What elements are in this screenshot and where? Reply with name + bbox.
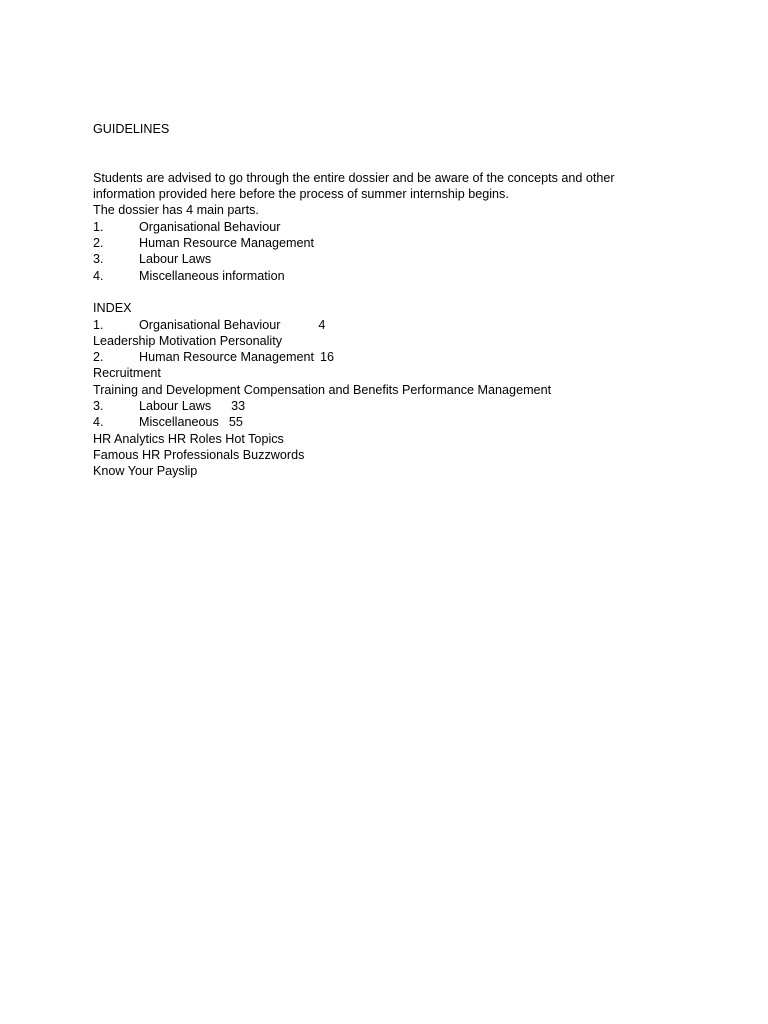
- index-entry-page: 55: [228, 415, 243, 430]
- guidelines-heading: GUIDELINES: [93, 122, 170, 136]
- index-entry: [93, 317, 693, 333]
- index-entry-label: Labour Laws: [139, 399, 212, 414]
- part-item: [93, 235, 693, 251]
- part-number: 2.: [93, 236, 104, 251]
- index-entry-label: Organisational Behaviour: [139, 317, 281, 332]
- index-subtopics: Recruitment: [93, 366, 161, 381]
- index-entry-label: Miscellaneous: [139, 415, 219, 430]
- index-entry-number: 2.: [93, 350, 104, 365]
- index-subtopics: Training and Development Compensation and Benefits Performance Management: [93, 382, 552, 397]
- index-entry-number: 3.: [93, 399, 104, 414]
- index-title: INDEX: [93, 301, 132, 316]
- index-entry-page: 4: [318, 317, 326, 332]
- spacer: [93, 154, 693, 170]
- part-item: [93, 219, 693, 235]
- index-entry: [93, 414, 693, 430]
- part-label: Labour Laws: [139, 252, 212, 267]
- part-item: [93, 251, 693, 267]
- index-subtopics: Know Your Payslip: [93, 464, 198, 479]
- index-subtopics: Famous HR Professionals Buzzwords: [93, 447, 305, 462]
- part-label: Miscellaneous information: [139, 268, 285, 283]
- part-label: Organisational Behaviour: [139, 219, 281, 234]
- document-content: [93, 121, 693, 480]
- index-entry-number: 4.: [93, 415, 104, 430]
- part-number: 1.: [93, 219, 104, 234]
- index-entry-page: 16: [320, 350, 335, 365]
- spacer: [93, 284, 693, 300]
- intro-line-2: information provided here before the process of summer internship begins.: [93, 187, 509, 202]
- part-number: 4.: [93, 268, 104, 283]
- spacer: [93, 137, 693, 153]
- part-label: Human Resource Management: [139, 236, 315, 251]
- intro-line-1: Students are advised to go through the entire dossier and be aware of the concepts and other: [93, 170, 615, 185]
- index-subtopics: Leadership Motivation Personality: [93, 333, 283, 348]
- index-entry-page: 33: [231, 399, 246, 414]
- index-entry: [93, 349, 693, 365]
- part-item: [93, 268, 693, 284]
- index-entry-label: Human Resource Management: [139, 350, 315, 365]
- index-subtopics: HR Analytics HR Roles Hot Topics: [93, 431, 284, 446]
- intro-line-3: The dossier has 4 main parts.: [93, 203, 259, 218]
- index-entry-number: 1.: [93, 317, 104, 332]
- part-number: 3.: [93, 252, 104, 267]
- index-entry: [93, 398, 693, 414]
